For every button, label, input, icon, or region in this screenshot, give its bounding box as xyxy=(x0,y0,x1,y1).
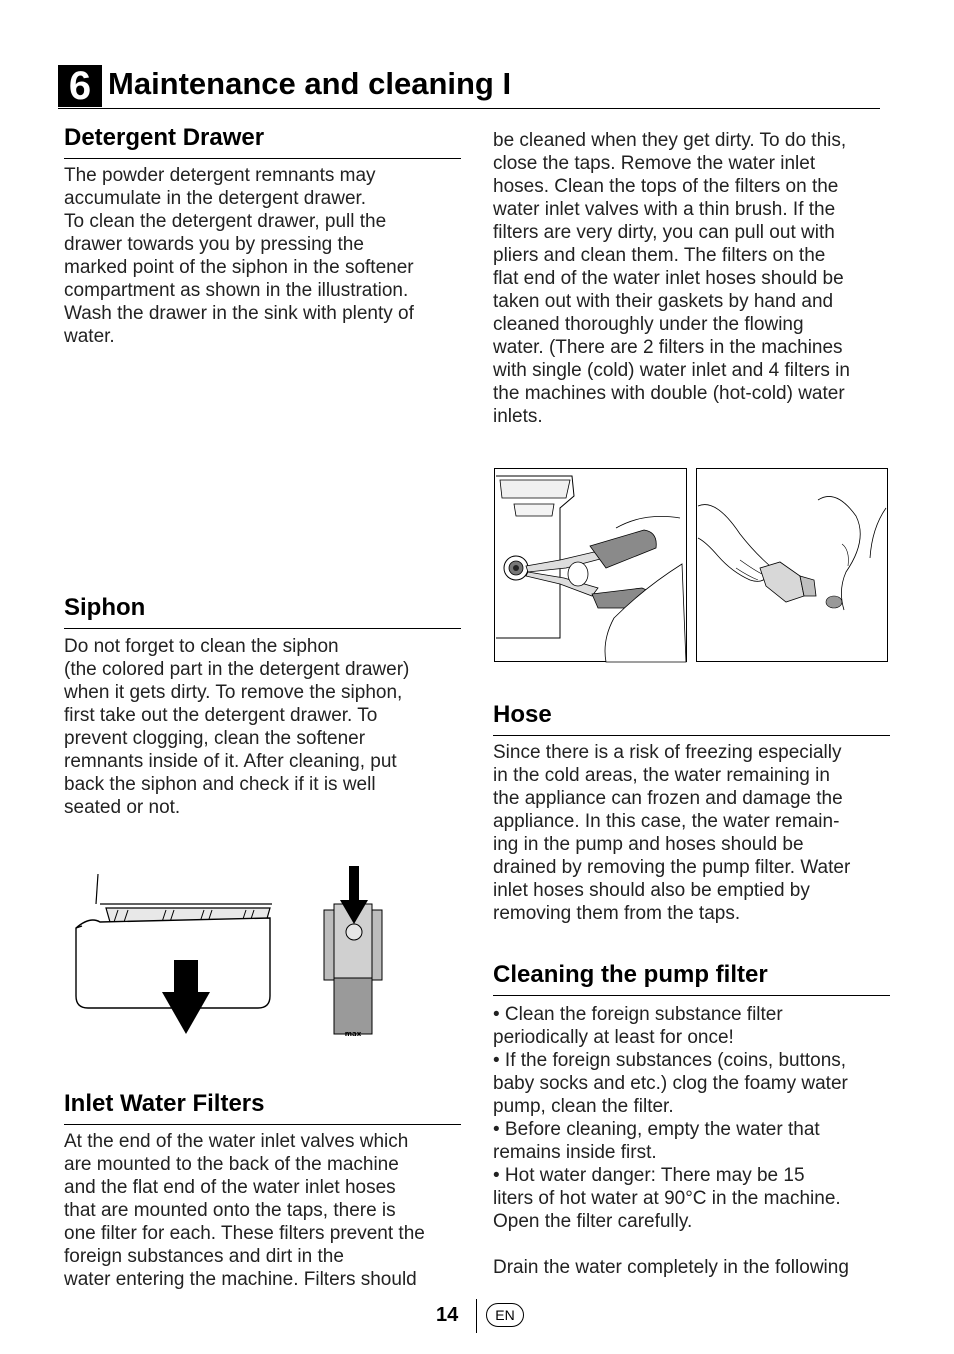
siphon-max-label: max xyxy=(344,1030,362,1038)
hand-filter-illustration xyxy=(696,468,889,663)
detergent-drawer-text: The powder detergent remnants may accumulate in the detergent drawer. To clean the detergent drawer, pull the drawer towards you by pressing the marked point of the siphon in the softener compartment as shown in the illustration. Wash the drawer in the sink with plenty of water. xyxy=(64,165,414,347)
pliers-filter-illustration xyxy=(494,468,688,663)
section-title-pump-filter: Cleaning the pump filter xyxy=(493,961,890,996)
hose-text: Since there is a risk of freezing especially in the cold areas, the water remaining in the appliance can frozen and damage the appliance. In this case, the water remain- ing in the pump and hoses should be drained by removing the pump filter. Water inlet hoses should also be emptied by removing them from the taps. xyxy=(493,742,851,924)
inlet-filters-text: At the end of the water inlet valves which are mounted to the back of the machine and the flat end of the water inlet hoses that are mounted onto the taps, there is one filter for each. These filters prevent the foreign substances and dirt in the water entering the machine. Filters should xyxy=(64,1131,425,1290)
siphon-text: Do not forget to clean the siphon (the colored part in the detergent drawer) when it gets dirty. To remove the siphon, first take out the detergent drawer. To prevent clogging, clean the softener remnants inside of it. After cleaning, put back the siphon and check if it is well seated or not. xyxy=(64,636,410,818)
siphon-illustration xyxy=(320,866,386,1042)
pump-filter-text: • Clean the foreign substance filter periodically at least for once! • If the foreign substances (coins, buttons, baby socks and etc.) clog the foamy water pump, clean the filter. • Before cleaning, empty the water that remains inside first. • Hot water danger: There may be 15 liters of hot water at 90°C in the machine. Open the filter carefully. Drain the water completely in the following xyxy=(493,1004,849,1278)
chapter-header xyxy=(58,62,880,109)
section-title-siphon: Siphon xyxy=(64,594,461,629)
page-number: 14 xyxy=(436,1304,459,1326)
chapter-title: Maintenance and cleaning I xyxy=(108,66,512,101)
inlet-filters-text-continued: be cleaned when they get dirty. To do this, close the taps. Remove the water inlet hoses. Clean the tops of the filters on the water inlet valves with a thin brush. If the filters are very dirty, you can pull out with pliers and clean them. The filters on the flat end of the water inlet hoses should be taken out with their gaskets by hand and cleaned thoroughly under the flowing water. (There are 2 filters in the machines with single (cold) water inlet and 4 filters in the machines with double (hot-cold) water inlets. xyxy=(493,130,850,427)
chapter-number: 6 xyxy=(58,65,102,107)
section-title-hose: Hose xyxy=(493,701,890,736)
section-title-detergent-drawer: Detergent Drawer xyxy=(64,124,461,159)
section-title-inlet-filters: Inlet Water Filters xyxy=(64,1090,461,1125)
footer-divider xyxy=(476,1299,477,1333)
language-badge: EN xyxy=(486,1303,524,1327)
drawer-pull-illustration xyxy=(70,870,276,1040)
